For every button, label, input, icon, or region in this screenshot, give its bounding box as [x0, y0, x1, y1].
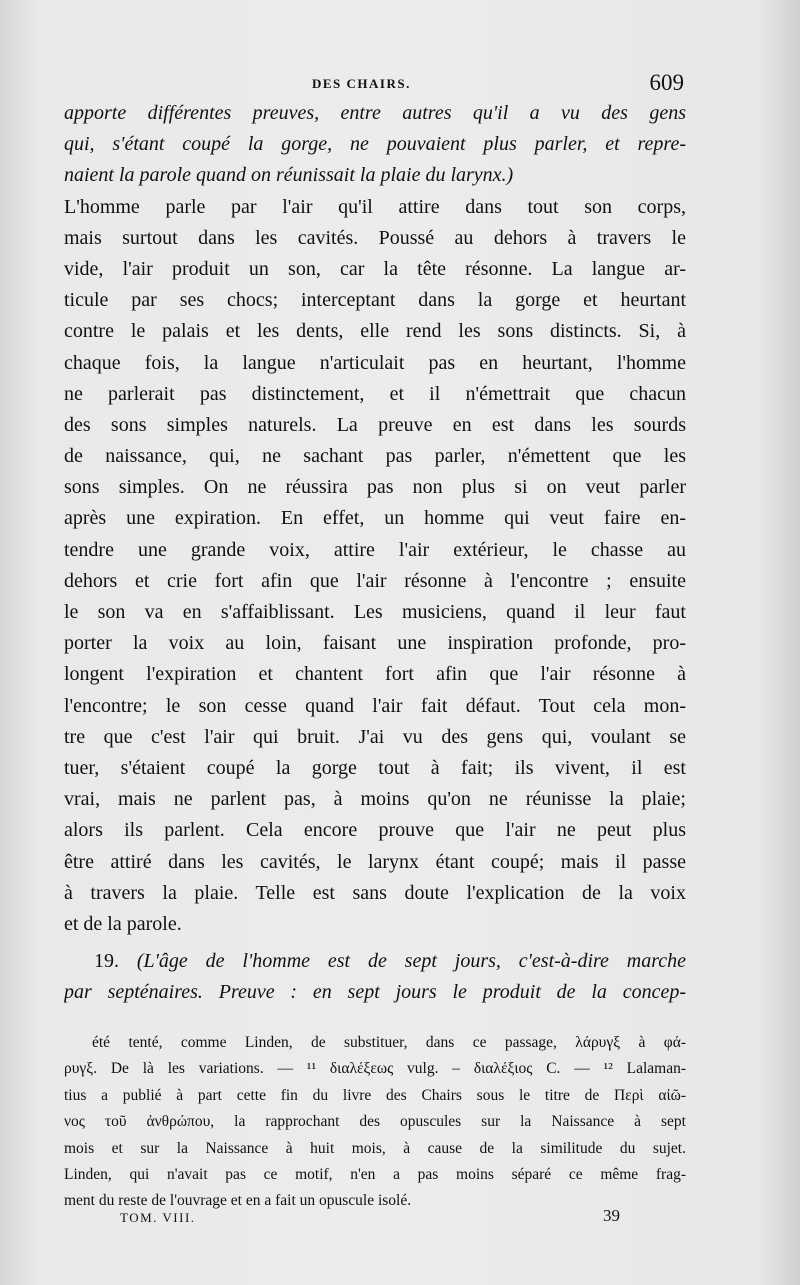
text-line: chaque fois, la langue n'articulait pas en heurtant, l'homme — [64, 351, 686, 374]
text-line: après une expiration. En effet, un homme qui veut faire en- — [64, 507, 686, 530]
footnote-line: mois et sur la Naissance à huit mois, à cause de la similitude du sujet. — [64, 1139, 686, 1157]
text-line: apporte différentes preuves, entre autres qu'il a vu des gens — [64, 102, 686, 124]
footnotes — [64, 1030, 686, 1215]
text-line: L'homme parle par l'air qu'il attire dans tout son corps, — [64, 195, 686, 218]
footnote-line: été tenté, comme Linden, de substituer, dans ce passage, λάρυγξ à φά- — [92, 1034, 686, 1051]
signature-number: 39 — [603, 1206, 620, 1225]
footnote-line: ρυγξ. De là les variations. — ¹¹ διαλέξεως vulg. – διαλέξιος C. — ¹² Lalaman- — [64, 1060, 686, 1078]
text-line: dehors et crie fort afin que l'air résonne à l'encontre ; ensuite — [64, 569, 686, 592]
footnote-line: νος τοῦ ἀνθρώπου, la rapprochant des opuscules sur la Naissance à sept — [64, 1113, 686, 1131]
text-line: mais surtout dans les cavités. Poussé au dehors à travers le — [64, 226, 686, 249]
volume-mark: TOM. VIII. — [120, 1210, 196, 1225]
text-line: à travers la plaie. Telle est sans doute l'explication de la voix — [64, 881, 686, 904]
page-number: 609 — [649, 70, 684, 95]
running-title: DES CHAIRS. — [312, 76, 411, 91]
text-line: alors ils parlent. Cela encore prouve que l'air ne peut plus — [64, 819, 686, 842]
text-line: porter la voix au loin, faisant une inspiration profonde, pro- — [64, 632, 686, 655]
running-head — [64, 70, 684, 100]
text-line: longent l'expiration et chantent fort afin que l'air résonne à — [64, 663, 686, 686]
main-text — [64, 98, 686, 1008]
text-line: vrai, mais ne parlent pas, à moins qu'on ne réunisse la plaie; — [64, 788, 686, 811]
section-number: 19. — [94, 950, 119, 973]
text-line: ne parlerait pas distinctement, et il n'émettrait que chacun — [64, 382, 686, 405]
text-line: de naissance, qui, ne sachant pas parler, n'émettent que les — [64, 445, 686, 468]
text-line: des sons simples naturels. La preuve en est dans les sourds — [64, 413, 686, 436]
text-line: qui, s'étant coupé la gorge, ne pouvaient plus parler, et repre- — [64, 133, 686, 156]
text-line: contre le palais et les dents, elle rend les sons distincts. Si, à — [64, 320, 686, 343]
section-text: (L'âge de l'homme est de sept jours, c'est-à-dire marche — [136, 950, 686, 973]
text-line: tuer, s'étaient coupé la gorge tout à fait; ils vivent, il est — [64, 756, 686, 779]
footnote-line: Linden, qui n'avait pas ce motif, n'en a pas moins séparé ce même frag- — [64, 1165, 686, 1183]
page-footer — [120, 1206, 620, 1232]
footnote-line: tius a publié à part cette fin du livre des Chairs sous le titre de Περὶ αἰῶ- — [64, 1086, 686, 1104]
text-line: sons simples. On ne réussira pas non plus si on veut parler — [64, 476, 686, 499]
section-line: par septénaires. Preuve : en sept jours le produit de la concep- — [64, 981, 686, 1004]
text-line: ticule par ses chocs; interceptant dans la gorge et heurtant — [64, 289, 686, 312]
text-line: tre que c'est l'air qui bruit. J'ai vu des gens qui, voulant se — [64, 725, 686, 748]
text-line: l'encontre; le son cesse quand l'air fait défaut. Tout cela mon- — [64, 694, 686, 717]
text-line: vide, l'air produit un son, car la tête résonne. La langue ar- — [64, 257, 686, 280]
section-line — [64, 946, 686, 977]
text-line: être attiré dans les cavités, le larynx étant coupé; mais il passe — [64, 850, 686, 873]
text-line: et de la parole. — [64, 912, 182, 935]
text-line: naient la parole quand on réunissait la plaie du larynx.) — [64, 164, 514, 187]
text-line: le son va en s'affaiblissant. Les musiciens, quand il leur faut — [64, 601, 686, 623]
text-line: tendre une grande voix, attire l'air extérieur, le chasse au — [64, 538, 686, 561]
footnote-line: ment du reste de l'ouvrage et en a fait un opuscule isolé. — [64, 1192, 412, 1210]
